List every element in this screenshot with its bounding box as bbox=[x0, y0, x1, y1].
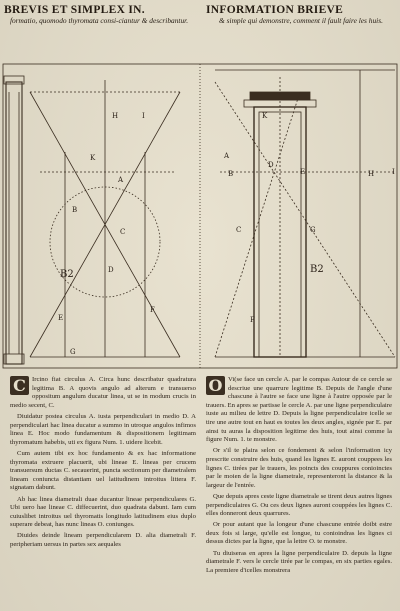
figure-label-right: F bbox=[250, 316, 255, 324]
figure-label-left: B bbox=[72, 206, 78, 214]
figure-label-right: A bbox=[224, 152, 230, 160]
figure-label-left: C bbox=[120, 228, 126, 236]
french-paragraph-1-text: Vi(se face un cercle A. par le compas Autour de ce cercle se descriue une quarrure legitime B. Depuis de l'angle d'une chascune à l'autre se face une ligne à l'autre opposée par le trauers. En apres se partisse le cercle A. par une ligne perpendiculaire iuste au milieu de lettre D. Depuis la ligne perpendiculaire icelle se tire une autre tout en haut es toutes les deux angles, signée par E. par ainsi tu auras la disposition legitime des huis, tout ainsi comme la figure Num. 1. te monstre. bbox=[206, 376, 392, 444]
figure-label-left: G bbox=[70, 348, 76, 356]
figure-label-left: D bbox=[108, 266, 114, 274]
stamp-left: B2 bbox=[60, 269, 74, 280]
french-paragraph-4: Or pour autant que la longeur d'une chascune entrée doibt estre deux fois si large, qu'elle est longue, tu conioindras les lignes ci dessus dictes par la ligne, que la lettre O. te monstre. bbox=[206, 521, 392, 546]
french-text-column bbox=[206, 376, 392, 578]
header-latin bbox=[4, 4, 194, 26]
latin-paragraph-3: Cum autem tibi ex hoc fundamento & ex hac informatione thyromata extruere placuerit, ubi lineae E. lineas per crucem transuersum ductas C. secauerint, puncta sectionum per diametralem lineam coniuncta distantiam uel latitudinem introitus littera F. signatam dabunt. bbox=[10, 449, 196, 492]
left-construction-diagram bbox=[30, 80, 180, 357]
figure-label-right: G bbox=[310, 226, 316, 234]
figure-label-left: F bbox=[150, 306, 155, 314]
dropcap-french: O bbox=[206, 376, 225, 395]
latin-text-column bbox=[10, 376, 196, 552]
figure-label-right: B bbox=[228, 170, 234, 178]
french-paragraph-3: Que depuis apres ceste ligne diametrale se tirent deux autres lignes perpendiculaires G. Ou ces deux lignes auront couppées les lignes C. elles donneront deux quarrures. bbox=[206, 492, 393, 518]
figure-label-right: C bbox=[236, 226, 242, 234]
header-french bbox=[206, 4, 396, 26]
latin-title: BREVIS ET SIMPLEX IN. bbox=[4, 4, 145, 16]
right-door-diagram bbox=[215, 70, 395, 357]
figure-label-left: E bbox=[58, 314, 64, 322]
figure-label-left: K bbox=[90, 154, 96, 162]
figure-labels-left bbox=[58, 112, 155, 356]
figure-label-left: I bbox=[142, 112, 145, 120]
french-subtitle: & simple qui demonstre, comment il fault faire les huis. bbox=[219, 16, 383, 25]
latin-paragraph-1 bbox=[10, 376, 196, 410]
column-ornament-left bbox=[6, 82, 22, 364]
latin-paragraph-2: Diuidatur postea circulus A. iusta perpendiculari in medio D. A perpendiculari hac linea ducatur a summo in utroque angulos infimos linea E. Hoc modo fundamentum & dispositionem legitimam thyromatum habebis, uti ex figura Num. 1. uidere licebit. bbox=[10, 412, 196, 446]
figure-label-right: H bbox=[368, 170, 375, 178]
latin-paragraph-4: Ab hac linea diametrali duae ducantur lineae perpendiculares G. Ubi uero hae lineae C. diffecuerint, duo quadrata dabunt. Iam cum cuiuslibet introitus uel thyromatis longitudo latitudinem eius duplo superare debeat, has nunc lineas O. coniunges. bbox=[10, 495, 196, 529]
french-title: INFORMATION BRIEVE bbox=[206, 4, 344, 16]
figure-label-left: A bbox=[118, 176, 124, 184]
figure-label-right: I bbox=[392, 168, 395, 176]
door-opening bbox=[254, 107, 306, 357]
engraved-door-diagram bbox=[0, 62, 400, 370]
figure-labels-right bbox=[223, 112, 395, 324]
figure-label-right: K bbox=[262, 112, 268, 120]
latin-subtitle: formatio, quomodo thyromata consi-ciantur & describantur. bbox=[9, 16, 189, 25]
latin-paragraph-1-text: Ircino fiat circulus A. Circa hunc describatur quadratura legitima B. A quovis angulo ad alterum e transuerso oppositum angulum ducatur linea, ut se in modum crucis in medio secent, C. bbox=[10, 376, 196, 409]
figure-label-left: H bbox=[112, 112, 119, 120]
french-paragraph-1 bbox=[206, 376, 392, 445]
figure-label-right: E bbox=[300, 168, 306, 176]
stamp-right: B2 bbox=[310, 264, 324, 275]
french-paragraph-2: Or s'il te plaira selon ce fondement & selon l'information icy prescrite construire des huis, quand les lignes E. auront couppees les lignes C. tirées par le trauers, les poincts des couppures conioinctes par le moien de la ligne diametrale, representeront la distance & la largeur de l'entrée. bbox=[206, 447, 392, 489]
dropcap-latin: C bbox=[10, 376, 29, 395]
latin-paragraph-5: Diuides deinde lineam perpendicularem D. alia diametrali F. peripheriam uersus in partes sex aequales bbox=[10, 532, 196, 549]
figure-label-right: D bbox=[268, 161, 274, 169]
french-paragraph-5: Tu diuiseras en apres la ligne perpendiculaire D. depuis la ligne diametrale F. vers le cercle tirée par le compas, en six parties egales. La premiere d'icelles monstrera bbox=[206, 549, 392, 574]
